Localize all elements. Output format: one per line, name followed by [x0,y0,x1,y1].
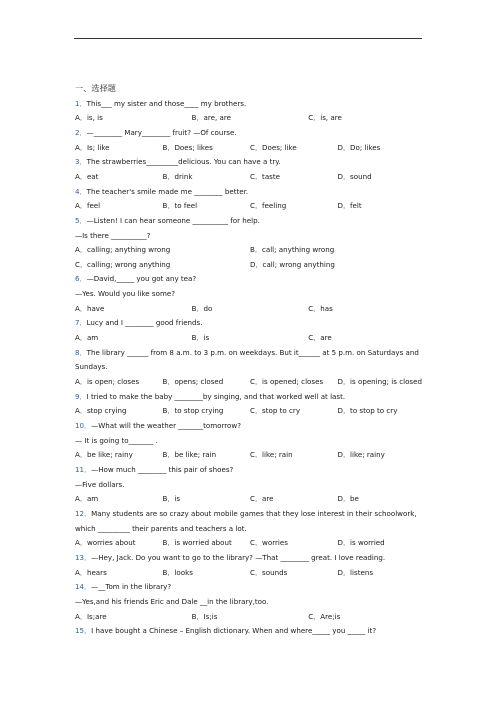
answer-option[interactable]: B．drink [162,171,193,181]
answer-option[interactable]: C．sounds [250,567,288,577]
answer-option[interactable]: B．are, are [191,113,232,123]
answer-option[interactable]: C．taste [250,171,281,181]
answer-option[interactable]: A．worries about [75,538,136,548]
stem-text: Many students are so crazy about mobile games that they lose interest in their schoolwork, which _________ their parents and teachers a lot. [75,508,417,533]
question-stem [75,463,425,478]
stem-text: Lucy and I ________ good friends. [86,318,203,328]
answer-option[interactable]: C．like; rain [250,450,293,460]
stem-text: —Hey, Jack. Do you want to go to the library? —That ________ great. I love reading. [91,552,386,562]
stem-text: —Is there __________? [75,230,151,240]
answer-option[interactable]: B．call; anything wrong [250,245,335,255]
answer-option[interactable]: A．hears [75,567,107,577]
answer-option[interactable]: D．call; wrong anything [250,259,335,269]
answer-option[interactable]: A．Is;are [75,611,107,621]
answer-option[interactable]: A．be like; rainy [75,450,133,460]
question-item [75,272,425,316]
stem-text: —What will the weather _______tomorrow? [91,421,241,431]
answer-option[interactable]: C．Are;is [308,611,341,621]
stem-text: —How much ________ this pair of shoes? [91,465,234,474]
question-item [75,316,425,345]
answer-option[interactable]: D．be [337,494,359,504]
question-stem [75,624,425,639]
answer-option[interactable]: D．like; rainy [337,450,385,460]
answer-option[interactable]: B．looks [162,567,193,577]
stem-text: — It is going to_______ . [75,435,158,445]
question-item [75,551,425,580]
stem-text: —Five dollars. [75,479,125,489]
question-item [75,97,425,126]
options-row [75,536,425,551]
question-item [75,346,425,390]
answer-option[interactable]: A．calling; anything wrong [75,245,171,255]
answer-option[interactable]: A．eat [75,171,99,181]
question-stem-line [75,478,425,493]
question-stem [75,419,425,434]
question-item [75,507,425,551]
question-stem [75,185,425,200]
question-number: 7． [75,318,87,328]
answer-option[interactable]: A．stop crying [75,406,127,416]
answer-option[interactable]: C．has [308,303,333,313]
answer-option[interactable]: A．Is; like [75,142,110,152]
answer-option[interactable]: B．is [162,494,181,504]
question-stem [75,214,425,229]
answer-option[interactable]: D．listens [337,567,374,577]
question-number: 8． [75,347,87,357]
question-stem-line [75,595,425,610]
question-item [75,214,425,273]
answer-option[interactable]: C．calling; wrong anything [75,259,171,269]
options-row [75,302,425,317]
question-number: 15． [75,626,92,636]
options-row [75,404,425,419]
question-item [75,624,425,639]
question-item [75,580,425,624]
question-stem [75,272,425,287]
stem-text: I tried to make the baby ________by singing, and that worked well at last. [86,391,346,401]
answer-option[interactable]: C．worries [250,538,288,548]
answer-option[interactable]: B．to feel [162,201,198,211]
options-row [75,141,425,156]
question-item [75,390,425,419]
question-item [75,419,425,463]
stem-text: —Yes. Would you like some? [75,289,175,299]
stem-text: —__Tom in the library? [91,582,172,592]
question-stem [75,97,425,112]
question-number: 5． [75,215,87,225]
question-stem-line [75,287,425,302]
question-number: 13． [75,552,92,562]
stem-text: I have bought a Chinese – English dictionary. When and where_____ you _____ it? [91,626,377,636]
answer-option[interactable]: C．are [308,333,332,343]
options-row [75,492,425,507]
answer-option[interactable]: A．feel [75,201,101,211]
question-stem [75,126,425,141]
answer-option[interactable]: D．to stop to cry [337,406,398,416]
answer-option[interactable]: C．stop to cry [250,406,301,416]
answer-option[interactable]: C．is opened; closes [250,377,324,387]
answer-option[interactable]: B．be like; rain [162,450,217,460]
options-row [75,566,425,581]
question-list [75,82,425,639]
questions-container [75,97,425,639]
stem-text: —Yes,and his friends Eric and Dale __in the library,too. [75,596,269,606]
answer-option[interactable]: B．to stop crying [162,406,224,416]
stem-text: The strawberries_________delicious. You can have a try. [86,157,281,167]
answer-option[interactable]: D．Do; likes [337,142,381,152]
answer-option[interactable]: D．is worried [337,538,385,548]
question-stem [75,390,425,405]
stem-text: This___ my sister and those____ my brothers. [86,98,247,108]
answer-option[interactable]: C．Does; like [250,142,297,152]
answer-option[interactable]: C．is, are [308,113,342,123]
question-number: 2． [75,127,87,137]
options-row [75,258,425,273]
answer-option[interactable]: D．felt [337,201,362,211]
question-item [75,185,425,214]
answer-option[interactable]: B．is [191,333,210,343]
question-number: 1． [75,98,87,108]
answer-option[interactable]: C．feeling [250,201,287,211]
question-item [75,126,425,155]
question-stem [75,346,425,375]
stem-text: The teacher's smile made me ________ better. [86,186,249,196]
answer-option[interactable]: A．is, is [75,113,103,123]
question-number: 9． [75,391,87,401]
answer-option[interactable]: B．do [191,303,213,313]
question-stem-line [75,434,425,449]
question-stem [75,551,425,566]
options-row [75,448,425,463]
section-title: 一、选择题 [75,83,116,93]
stem-text: —Listen! I can hear someone __________ for help. [86,215,260,225]
answer-option[interactable]: C．are [250,494,274,504]
answer-option[interactable]: A．have [75,303,105,313]
question-number: 6． [75,274,87,284]
answer-option[interactable]: D．is opening; is closed [337,377,422,387]
question-stem [75,316,425,331]
options-row [75,375,425,390]
question-number: 11． [75,465,92,474]
question-stem [75,580,425,595]
question-item [75,463,425,507]
answer-option[interactable]: B．Is;is [191,611,218,621]
question-item [75,155,425,184]
options-row [75,111,425,126]
options-row [75,331,425,346]
stem-text: The library ______ from 8 a.m. to 3 p.m. on weekdays. But it______ at 5 p.m. on Saturdays and Sundays. [75,347,419,372]
question-number: 12． [75,508,92,518]
question-number: 3． [75,157,87,167]
answer-option[interactable]: B．opens; closed [162,377,224,387]
answer-option[interactable]: D．sound [337,171,372,181]
question-stem [75,507,425,536]
answer-option[interactable]: B．is worried about [162,538,232,548]
stem-text: —David,_____ you got any tea? [86,274,197,284]
answer-option[interactable]: A．is open; closes [75,377,140,387]
header-rule [74,38,422,39]
stem-text: —________ Mary________ fruit? —Of course. [86,127,237,137]
options-row [75,243,425,258]
answer-option[interactable]: B．Does; likes [162,142,213,152]
question-stem-line [75,229,425,244]
question-number: 10． [75,421,92,431]
answer-option[interactable]: A．am [75,494,99,504]
question-number: 14． [75,582,92,592]
question-number: 4． [75,186,87,196]
question-stem [75,155,425,170]
options-row [75,610,425,625]
options-row [75,170,425,185]
options-row [75,199,425,214]
answer-option[interactable]: A．am [75,333,99,343]
